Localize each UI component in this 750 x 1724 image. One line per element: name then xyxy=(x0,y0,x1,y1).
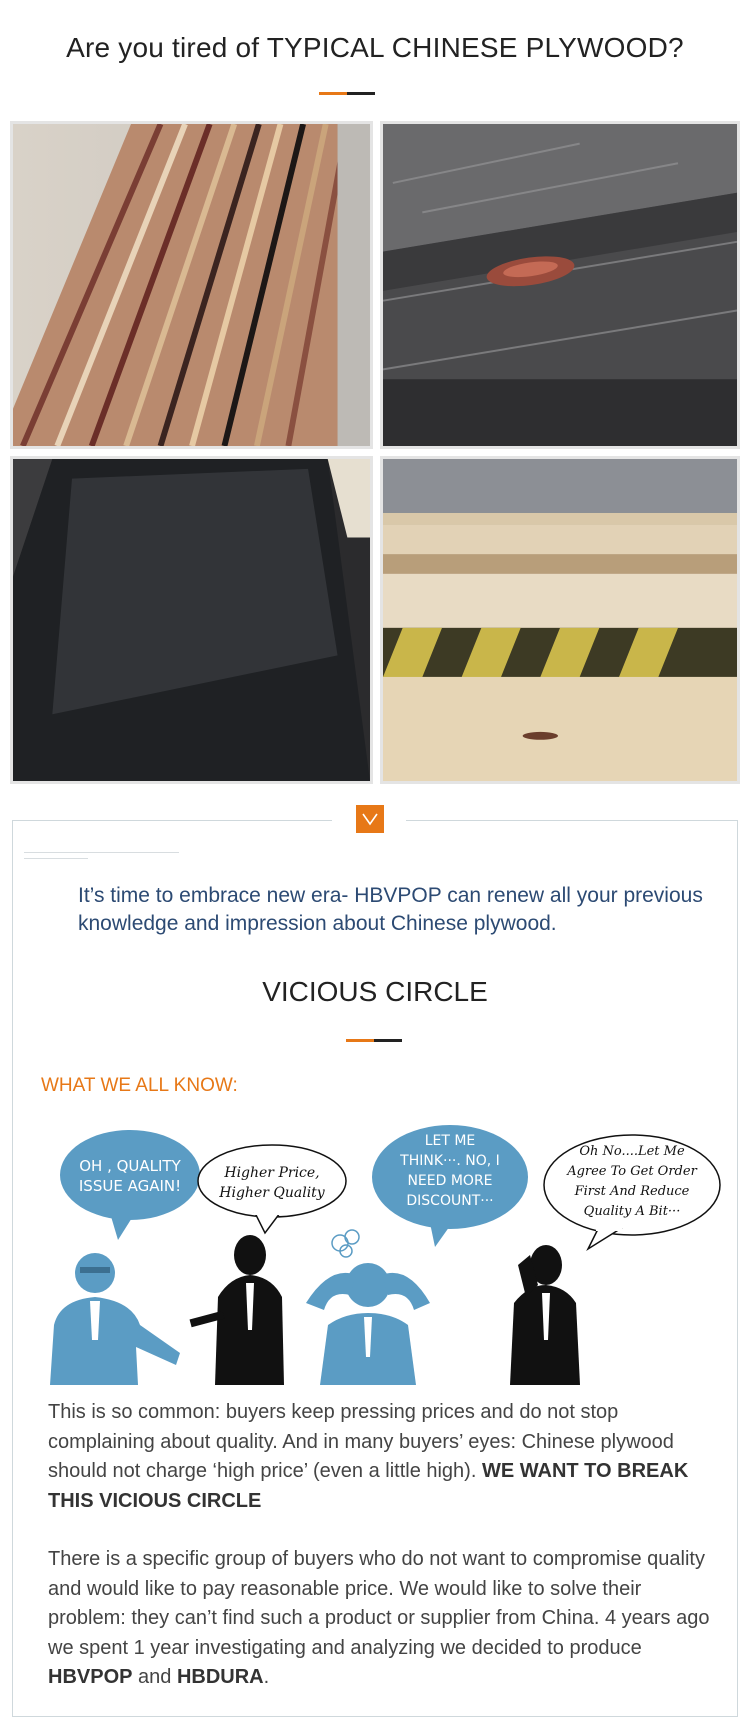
title-underline xyxy=(319,92,375,95)
lead-text: It’s time to embrace new era- HBVPOP can renew all your previous knowledge and impression about Chinese plywood. xyxy=(78,884,703,935)
speech-bubble-3 xyxy=(372,1125,528,1247)
paragraph-vicious-circle xyxy=(48,1398,718,1516)
svg-text:ISSUE AGAIN!: ISSUE AGAIN! xyxy=(78,1177,182,1195)
section-underline xyxy=(346,1039,402,1042)
figure-complaining-buyer xyxy=(50,1253,180,1385)
comic-illustration xyxy=(40,1125,730,1395)
photo-plywood-core-layers xyxy=(380,456,740,784)
speech-bubble-4 xyxy=(544,1135,720,1249)
figure-supplier-tablet xyxy=(190,1235,284,1385)
svg-text:OH , QUALITY: OH , QUALITY xyxy=(79,1157,181,1175)
figure-stressed-buyer xyxy=(306,1230,430,1385)
photo-delaminated-plywood-edge xyxy=(10,121,373,449)
brand-hbvpop: HBVPOP xyxy=(48,1666,133,1688)
decor-line xyxy=(24,852,179,853)
photo-black-film-faced-board xyxy=(10,456,373,784)
svg-text:Higher Quality: Higher Quality xyxy=(219,1185,325,1201)
paragraph-1-text: This is so common: buyers keep pressing prices and do not stop complaining about quality. And in many buyers’ eyes: Chinese plywood should not charge ‘high price’ (even a little high). xyxy=(48,1401,674,1482)
paragraph-2-and: and xyxy=(132,1666,177,1688)
page-title: Are you tired of TYPICAL CHINESE PLYWOOD? xyxy=(66,32,684,63)
paragraph-2-text: There is a specific group of buyers who do not want to compromise quality and would like to pay reasonable price. We would like to solve their problem: they can’t find such a product or supplier from China. 4 years ago we spent 1 year investigating and analyzing we decided to produce xyxy=(48,1548,710,1659)
svg-text:Oh No....Let Me: Oh No....Let Me xyxy=(579,1144,685,1159)
svg-text:DISCOUNT···: DISCOUNT··· xyxy=(406,1193,494,1209)
svg-text:LET ME: LET ME xyxy=(424,1133,476,1149)
speech-bubble-1 xyxy=(60,1130,200,1240)
svg-text:First And Reduce: First And Reduce xyxy=(574,1184,690,1199)
svg-text:Higher Price,: Higher Price, xyxy=(224,1165,320,1181)
svg-text:NEED MORE: NEED MORE xyxy=(407,1173,493,1189)
svg-text:Quality A Bit···: Quality A Bit··· xyxy=(583,1204,681,1219)
section-title: VICIOUS CIRCLE xyxy=(262,976,488,1007)
decor-line-short xyxy=(24,858,88,859)
paragraph-2-end: . xyxy=(263,1666,270,1688)
figure-supplier-phone xyxy=(510,1245,580,1385)
svg-text:THINK···. NO, I: THINK···. NO, I xyxy=(400,1153,500,1169)
paragraph-solution xyxy=(48,1545,718,1693)
paragraph-1-bold: WE WANT TO BREAK THIS VICIOUS CIRCLE xyxy=(48,1460,689,1512)
brand-hbdura: HBDURA xyxy=(176,1666,264,1688)
photo-damaged-film-surface xyxy=(380,121,740,449)
section-subheading: WHAT WE ALL KNOW: xyxy=(41,1075,238,1096)
svg-text:Agree To Get Order: Agree To Get Order xyxy=(567,1164,697,1179)
speech-bubble-2 xyxy=(198,1145,346,1233)
